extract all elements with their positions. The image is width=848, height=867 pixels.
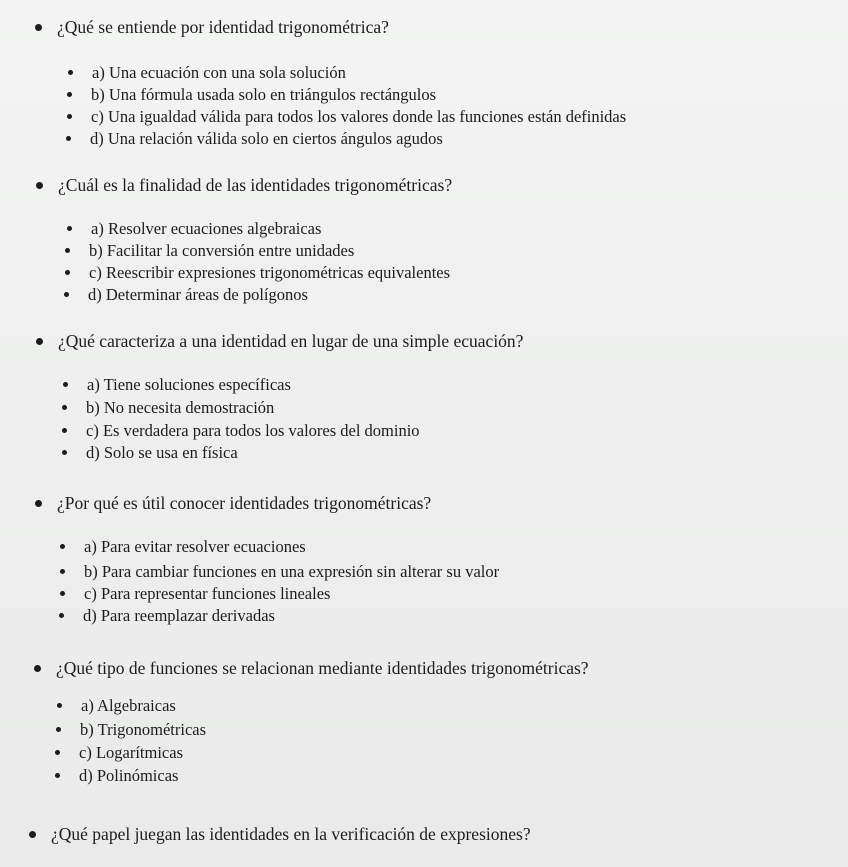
question-2: ¿Cuál es la finalidad de las identidades trigonométricas?: [58, 175, 453, 195]
question-2-option-a: a) Resolver ecuaciones algebraicas: [91, 219, 322, 238]
question-3-option-c: c) Es verdadera para todos los valores del dominio: [86, 421, 420, 440]
question-5-option-d: d) Polinómicas: [79, 766, 179, 785]
question-3: ¿Qué caracteriza a una identidad en lugar de una simple ecuación?: [58, 331, 524, 351]
question-6: ¿Qué papel juegan las identidades en la verificación de expresiones?: [51, 824, 531, 844]
question-3-option-b: b) No necesita demostración: [86, 398, 275, 417]
question-1-option-c: c) Una igualdad válida para todos los valores donde las funciones están definidas: [91, 107, 627, 126]
question-1: ¿Qué se entiende por identidad trigonométrica?: [57, 17, 389, 37]
question-5-option-a: a) Algebraicas: [81, 696, 176, 715]
question-3-option-a: a) Tiene soluciones específicas: [87, 375, 291, 394]
question-2-option-c: c) Reescribir expresiones trigonométricas equivalentes: [89, 263, 451, 282]
question-5: ¿Qué tipo de funciones se relacionan mediante identidades trigonométricas?: [56, 658, 589, 678]
question-3-option-d: d) Solo se usa en física: [86, 443, 238, 462]
question-4-option-a: a) Para evitar resolver ecuaciones: [84, 537, 306, 556]
question-1-option-a: a) Una ecuación con una sola solución: [92, 63, 346, 82]
question-2-option-b: b) Facilitar la conversión entre unidades: [89, 241, 355, 260]
question-4-option-b: b) Para cambiar funciones en una expresión sin alterar su valor: [84, 562, 500, 581]
question-5-option-c: c) Logarítmicas: [79, 743, 183, 762]
question-4-option-d: d) Para reemplazar derivadas: [83, 606, 275, 625]
question-1-option-d: d) Una relación válida solo en ciertos ángulos agudos: [90, 129, 443, 148]
question-5-option-b: b) Trigonométricas: [80, 720, 207, 739]
question-4: ¿Por qué es útil conocer identidades trigonométricas?: [57, 493, 432, 513]
question-1-option-b: b) Una fórmula usada solo en triángulos rectángulos: [91, 85, 437, 104]
question-4-option-c: c) Para representar funciones lineales: [84, 584, 331, 603]
question-2-option-d: d) Determinar áreas de polígonos: [88, 285, 308, 304]
